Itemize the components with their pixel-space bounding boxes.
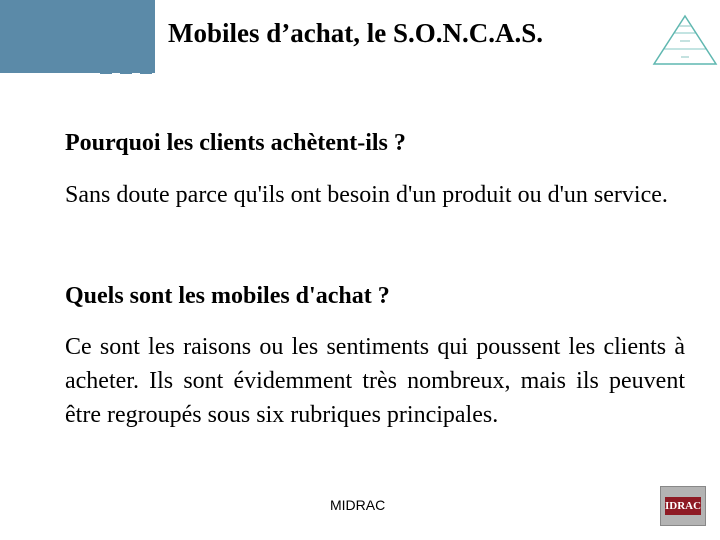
- header-squares: [100, 58, 160, 74]
- question-buying-motives: Quels sont les mobiles d'achat ?: [65, 283, 390, 309]
- answer-why-buy: Sans doute parce qu'ils ont besoin d'un produit ou d'un service.: [65, 182, 668, 208]
- pyramid-icon: [652, 14, 718, 66]
- question-why-buy: Pourquoi les clients achètent-ils ?: [65, 130, 406, 156]
- answer-buying-motives: Ce sont les raisons ou les sentiments qui poussent les clients à acheter. Ils sont évidemment très nombreux, mais ils peuvent être regroupés sous six rubriques principales.: [65, 334, 685, 428]
- footer-text: MIDRAC: [330, 497, 386, 513]
- idrac-logo-text: IDRAC: [665, 497, 701, 515]
- idrac-logo: [660, 486, 706, 526]
- slide-title: Mobiles d’achat, le S.O.N.C.A.S.: [168, 18, 544, 48]
